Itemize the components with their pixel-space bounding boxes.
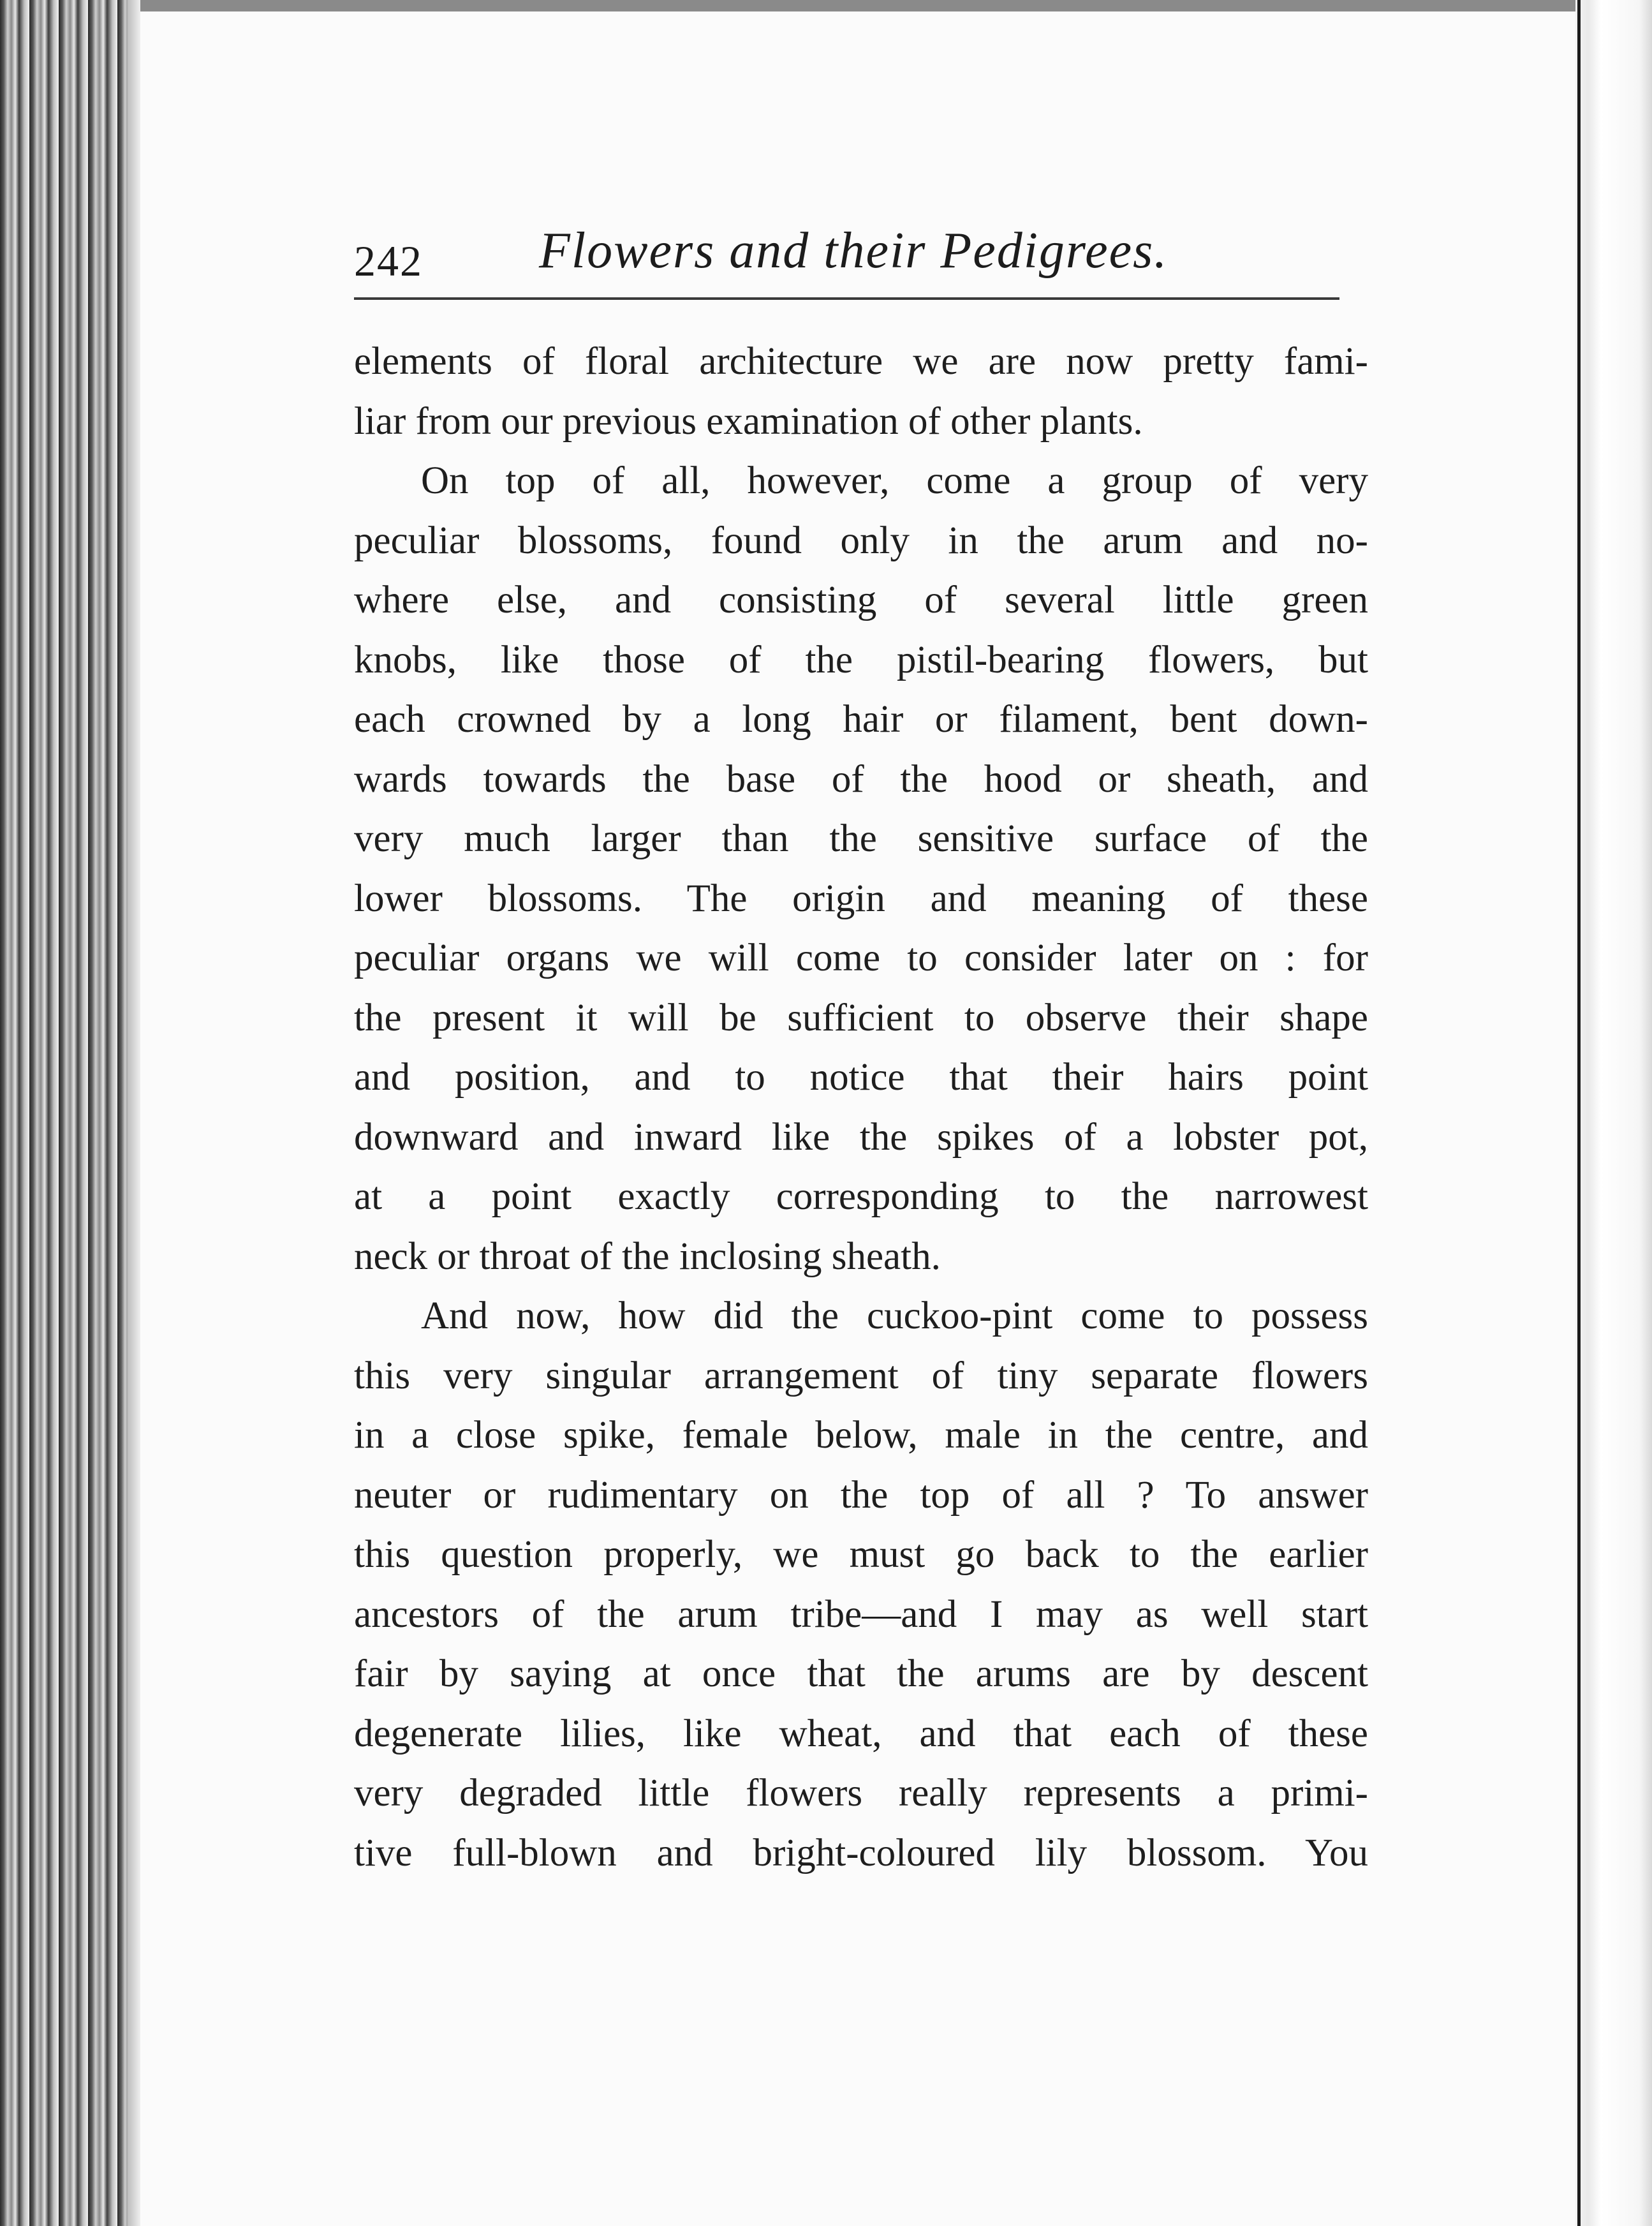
text-line: the present it will be sufficient to observe their shape [354,996,1368,1039]
text-line: where else, and consisting of several little green [354,579,1368,621]
text-line: and position, and to notice that their hairs point [354,1056,1368,1099]
text-line: this very singular arrangement of tiny separate flowers [354,1354,1368,1397]
text-line: at a point exactly corresponding to the narrowest [354,1175,1368,1218]
text-line: very much larger than the sensitive surface of the [354,817,1368,860]
text-line: in a close spike, female below, male in the centre, and [354,1414,1368,1457]
text-line: degenerate lilies, like wheat, and that each of these [354,1712,1368,1755]
text-line: liar from our previous examination of other plants. [354,399,1143,443]
text-line: tive full-blown and bright-coloured lily blossom. You [354,1831,1368,1874]
running-head [354,222,1349,299]
text-line: ancestors of the arum tribe—and I may as well start [354,1592,1368,1636]
text-line: On top of all, however, come a group of very [421,459,1368,502]
text-line: neck or throat of the inclosing sheath. [354,1235,941,1278]
running-head-title: Flowers and their Pedigrees. [539,223,1169,279]
text-line: elements of floral architecture we are now pretty fami- [354,340,1368,383]
text-line: peculiar organs we will come to consider later on : for [354,937,1368,979]
text-line: peculiar blossoms, found only in the arum and no- [354,519,1368,562]
text-line: each crowned by a long hair or filament, bent down- [354,698,1368,741]
text-line: knobs, like those of the pistil-bearing flowers, but [354,638,1368,681]
page-number: 242 [354,237,423,285]
text-line: And now, how did the cuckoo-pint come to possess [421,1295,1368,1337]
text-line: this question properly, we must go back to the earlier [354,1533,1368,1576]
text-line: neuter or rudimentary on the top of all ? To answer [354,1473,1368,1517]
text-line: very degraded little flowers really represents a primi- [354,1772,1368,1814]
page-gutter-shadow [128,0,140,2226]
text-line: downward and inward like the spikes of a lobster pot, [354,1115,1368,1159]
header-rule [354,297,1339,300]
book-page-edges-left [0,0,128,2226]
book-binding-right [1575,0,1652,2226]
text-line: lower blossoms. The origin and meaning of these [354,877,1368,920]
body-text [354,332,1368,1883]
text-line: fair by saying at once that the arums are by descent [354,1652,1368,1695]
text-line: wards towards the base of the hood or sheath, and [354,757,1368,801]
binding-edge-line [1577,0,1581,2226]
